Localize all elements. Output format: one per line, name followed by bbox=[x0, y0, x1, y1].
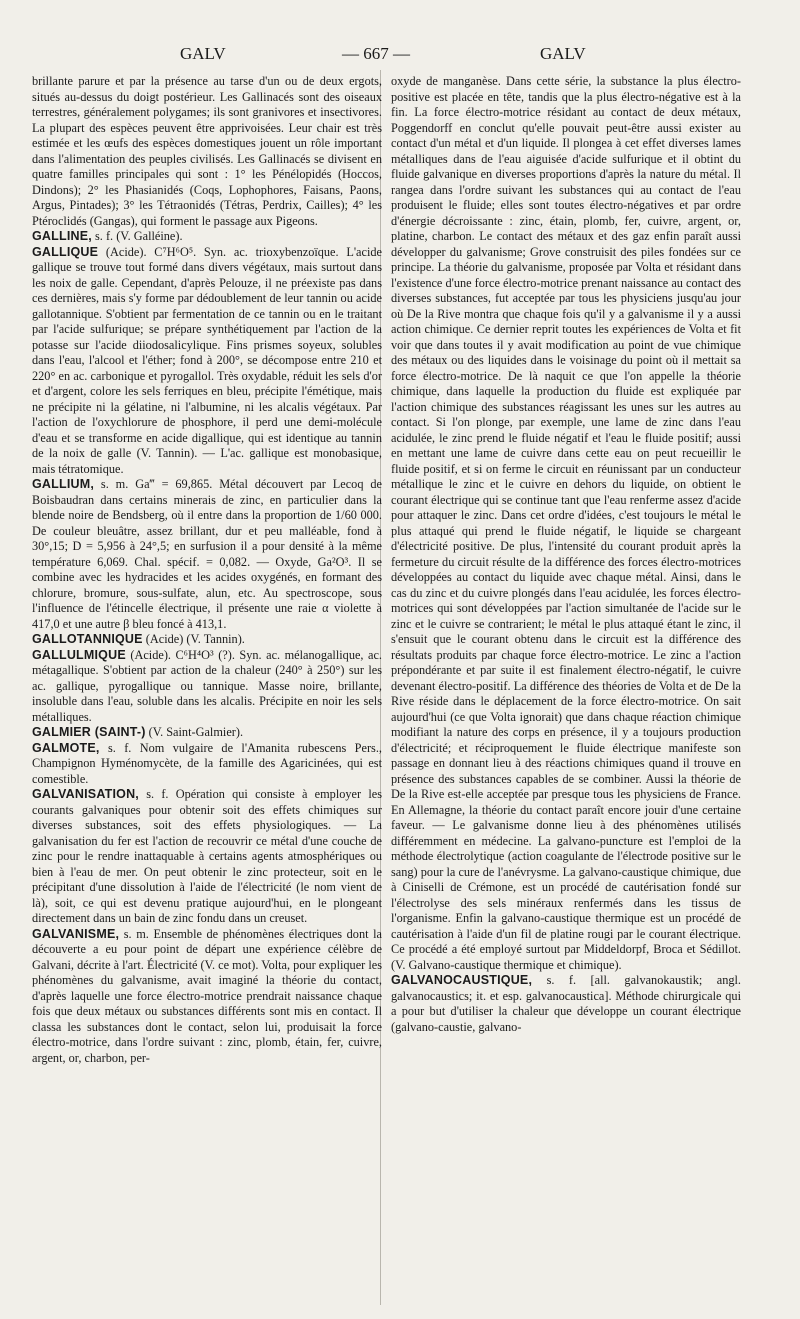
entry-text: s. m. Ga‴ = 69,865. Métal découvert par Lecoq de Boisbaudran dans certains minerais de zinc, en particulier dans la blende noire de Bendsberg, où il entre dans la proportion de 1/60 000. De couleur bleuâtre, assez brillant, dur et peu malléable, fond à 30°,15; D = 5,956 à 24°,5; en surfusion il a pour densité à la même température 6,069. Chal. spécif. = 0,082. — Oxyde, Ga²O³. Il se combine avec les hydracides et les acides oxygénés, en formant des chlorure, bromure, sous-sulfate, alun, etc. Au spectroscope, sous l'influence de l'étincelle électrique, il présente une raie α violette à 417,0 et une autre β bleu foncé à 413,1. bbox=[32, 477, 382, 631]
entry-text: (Acide). C⁶H⁴O³ (?). Syn. ac. mélanogallique, ac. métagallique. S'obtient par action de la chaleur (240° à 250°) sur les ac. gallique, pyrogallique ou tannique. Masse noire, brillante, insoluble dans l'eau, soluble dans les alcalis. Précipite en noir les sels métalliques. bbox=[32, 647, 382, 724]
entry-text: s. f. [all. galvanokaustik; angl. galvanocaustics; it. et esp. galvanocaustica]. Méthode chirurgicale qui a pour but d'utiliser la chaleur que développe un courant électrique (galvano-caustie, galvano- bbox=[391, 973, 741, 1034]
headword: GALVANISME, bbox=[32, 926, 120, 941]
continuation-paragraph: oxyde de manganèse. Dans cette série, la substance la plus électro-positive est placée en tête, tandis que la plus électro-négative est à la fin. La force électro-motrice résidant au contact de deux métaux, Poggendorff en conclut qu'elle pouvait peut-être aussi exister au contact d'un métal et d'un liquide. Il plongea à cet effet diverses lames métalliques dans de l'eau aiguisée d'acide sulfurique et il obtint du fluide galvanique en diverses proportions d'après la nature du métal. Il rangea dans l'ordre suivant les substances qui au contact de l'eau produisent le fluide; elles sont toutes électro-négatives et par ordre d'énergie décroissante : zinc, étain, plomb, fer, cuivre, argent, or, platine, charbon. Le contact des métaux et des gaz enfin paraît aussi développer du galvanisme; Grove construisit des piles fondées sur ce principe. La théorie du galvanisme, proposée par Volta et résidant dans l'existence d'une force électro-motrice prenant naissance au contact des diverses substances, fut acceptée par tous les physiciens jusqu'au jour où De la Rive montra que chaque fois qu'il y a galvanisme il y a aussi action chimique. Ce dernier reprit toutes les expériences de Volta et fit voir que dans toutes il y avait modification au point de vue chimique des métaux ou des liquides dans le voisinage du point où il mettait sa force électro-motrice. De là naquit ce que l'on appelle la théorie chimique, dans laquelle la production du fluide est expliquée par l'action chimique des substances réagissant les unes sur les autres au contact. Si l'on plonge, par exemple, une lame de zinc dans l'eau acidulée, le zinc prend le fluide négatif et l'eau le fluide positif; aussi en mettant une lame de cuivre dans cette eau on peut recueillir le fluide positif, et si on ferme le circuit en réunissant par un conducteur métallique le zinc et le cuivre en dehors du liquide, on obtient le courant électrique qui se continue tant que l'eau renferme assez d'acide pour attaquer le zinc. Dans cet ordre d'idées, c'est toujours le métal le plus attaqué qui prend le fluide négatif, le liquide se chargeant d'électricité positive. De plus, l'intensité du courant produit après la fermeture du circuit résulte de la différence des forces électro-motrices développées au contact du liquide avec chaque métal. Ainsi, dans le cas du zinc et du cuivre plongés dans l'eau acidulée, les forces électro-motrices qui sont développées par l'action simultanée de l'acide sur le zinc et le cuivre se contrarient; le métal le plus attaqué étant le zinc, il s'ensuit que le courant obtenu dans le circuit est la différence des résultats produits par chaque force électro-motrice. Le zinc a l'action prépondérante et par suite il est finalement électro-négatif, le cuivre devenant électro-positif. La différence des théories de Volta et de De la Rive réside dans le déplacement de la force électro-motrice. On sait aujourd'hui (ce que Volta ignorait) que dans chaque réaction chimique modifiant la nature des corps en présence, il y a toujours production d'électricité; et réciproquement le fluide électrique manifeste son passage en donnant lieu à des réactions chimiques quand il trouve en présence des substances capables de se combiner. Aussi la théorie de De la Rive est-elle acceptée par presque tous les physiciens de France. En Allemagne, la théorie du contact paraît encore jouir d'une certaine faveur. — Le galvanisme donne lieu à des phénomènes utilisés différemment en médecine. La galvano-puncture est l'emploi de la méthode électrolytique (action coagulante de l'électrode positive sur le sang) pour la cure de l'anévrysme. La galvano-caustique chimique, due à Ciniselli de Crémone, est un procédé de cautérisation fondé sur l'électrolyse des sels minéraux renfermés dans les tissus de l'organisme. Enfin la galvano-caustique thermique est un procédé de cautérisation à l'aide d'un fil de platine rougi par le courant électrique. Ce procédé a été employé surtout par Middeldorpf, Broca et Sédillot. (V. Galvano-caustique thermique et chimique). bbox=[391, 74, 741, 972]
header-right-word: GALV bbox=[540, 44, 586, 63]
headword: GALVANOCAUSTIQUE, bbox=[391, 973, 533, 987]
entry-galmier bbox=[32, 725, 382, 741]
right-column bbox=[391, 74, 741, 1312]
headword: GALLINE, bbox=[32, 229, 92, 243]
entry-text: (Acide). C⁷H⁶O⁵. Syn. ac. trioxybenzoïque. L'acide gallique se trouve tout formé dans divers végétaux, mais surtout dans les noix de galle. Cependant, d'après Pelouze, il ne préexiste pas dans ces dernières, mais s'y forme par dédoublement de leur tannin ou acide gallotannique. S'obtient par fermentation de ce tannin ou en le traitant par l'acide sulfurique; se prépare synthétiquement par l'action de la potasse sur l'acide diiodosalicylique. Fins prismes soyeux, solubles dans l'eau, l'alcool et l'éther; fond à 200°, se décompose entre 210 et 220° en ac. carbonique et pyrogallol. Très oxydable, réduit les sels d'or et d'argent, colore les sels ferriques en bleu, précipite l'émétique, mais ne précipite ni la gélatine, ni l'albumine, ni les alcalis végétaux. Par l'action de l'oxychlorure de phosphore, il perd une demi-molécule d'eau et se transforme en acide digallique, qui est identique au tannin de la noix de galle (V. Tannin). — L'ac. gallique est monobasique, mais tétratomique. bbox=[32, 244, 382, 476]
entry-gallique bbox=[32, 245, 382, 478]
entry-galmote bbox=[32, 741, 382, 788]
headword: GALLULMIQUE bbox=[32, 647, 126, 662]
entry-gallium bbox=[32, 477, 382, 632]
headword: GALMOTE, bbox=[32, 740, 100, 755]
intro-paragraph: brillante parure et par la présence au tarse d'un ou de deux ergots, situés au-dessus du doigt postérieur. Les Gallinacés sont des oiseaux terrestres, généralement polygames; ils sont granivores et insectivores. La plupart des espèces peuvent être apprivoisées. Leur chair est très estimée et les œufs des espèces domestiques jouent un rôle important dans l'alimentation des peuples civilisés. Les Gallinacés se divisent en quatre familles principales qui sont : 1° les Pénélopidés (Hoccos, Dindons); 2° les Phasianidés (Coqs, Lophophores, Faisans, Paons, Argus, Pintades); 3° les Tétraonidés (Tétras, Perdrix, Cailles); 4° les Ptéroclidés (Gangas), qui forment le passage aux Pigeons. bbox=[32, 74, 382, 228]
entry-galvanocaustique bbox=[391, 973, 741, 1035]
entry-gallulmique bbox=[32, 648, 382, 726]
headword: GALVANISATION, bbox=[32, 787, 139, 801]
entry-text: s. f. Nom vulgaire de l'Amanita rubescens Pers., Champignon Hyménomycète, de la famille des Agaricinées, qui est comestible. bbox=[32, 740, 382, 786]
entry-text: s. f. (V. Galléine). bbox=[91, 229, 183, 243]
page-number: — 667 — bbox=[342, 44, 410, 63]
entry-text: (V. Saint-Galmier). bbox=[145, 725, 244, 739]
headword: GALLIUM, bbox=[32, 477, 95, 491]
headword: GALMIER (SAINT-) bbox=[32, 725, 146, 739]
entry-text: s. m. Ensemble de phénomènes électriques dont la découverte a eu pour point de départ une expérience célèbre de Galvani, décrite à l'art. Électricité (V. ce mot). Volta, pour expliquer les phénomènes du galvanisme, avait imaginé la théorie du contact, d'après laquelle une force électro-motrice prendrait naissance chaque fois que deux métaux ou substances différents sont mis en contact. Il classa les substances dont le contact, selon lui, produisait la force électro-motrice, dans l'ordre suivant : zinc, plomb, étain, fer, cuivre, argent, or, charbon, per- bbox=[32, 926, 382, 1065]
headword: GALLOTANNIQUE bbox=[32, 632, 143, 646]
entry-text: (Acide) (V. Tannin). bbox=[142, 632, 245, 646]
header-left-word: GALV bbox=[180, 44, 226, 63]
entry-galline bbox=[32, 229, 382, 245]
entry-galvanisation bbox=[32, 787, 382, 927]
left-column bbox=[32, 74, 382, 1312]
entry-text: s. f. Opération qui consiste à employer les courants galvaniques pour obtenir soit des effets chimiques sur diverses substances, soit des effets physiologiques. — La galvanisation du fer est l'action de recouvrir ce métal d'une couche de zinc pour le rendre inattaquable à certains agents atmosphériques ou bien à l'eau de mer. On peut obtenir le zinc protecteur, soit en le précipitant d'une dissolution à l'aide de l'électricité (le nom vient de là), soit, ce qui est devenu pratique aujourd'hui, en le plongeant directement dans un bain de zinc fondu dans un creuset. bbox=[32, 787, 382, 925]
running-header bbox=[0, 44, 800, 74]
headword: GALLIQUE bbox=[32, 244, 99, 259]
entry-galvanisme bbox=[32, 927, 382, 1067]
entry-gallotannique bbox=[32, 632, 382, 648]
